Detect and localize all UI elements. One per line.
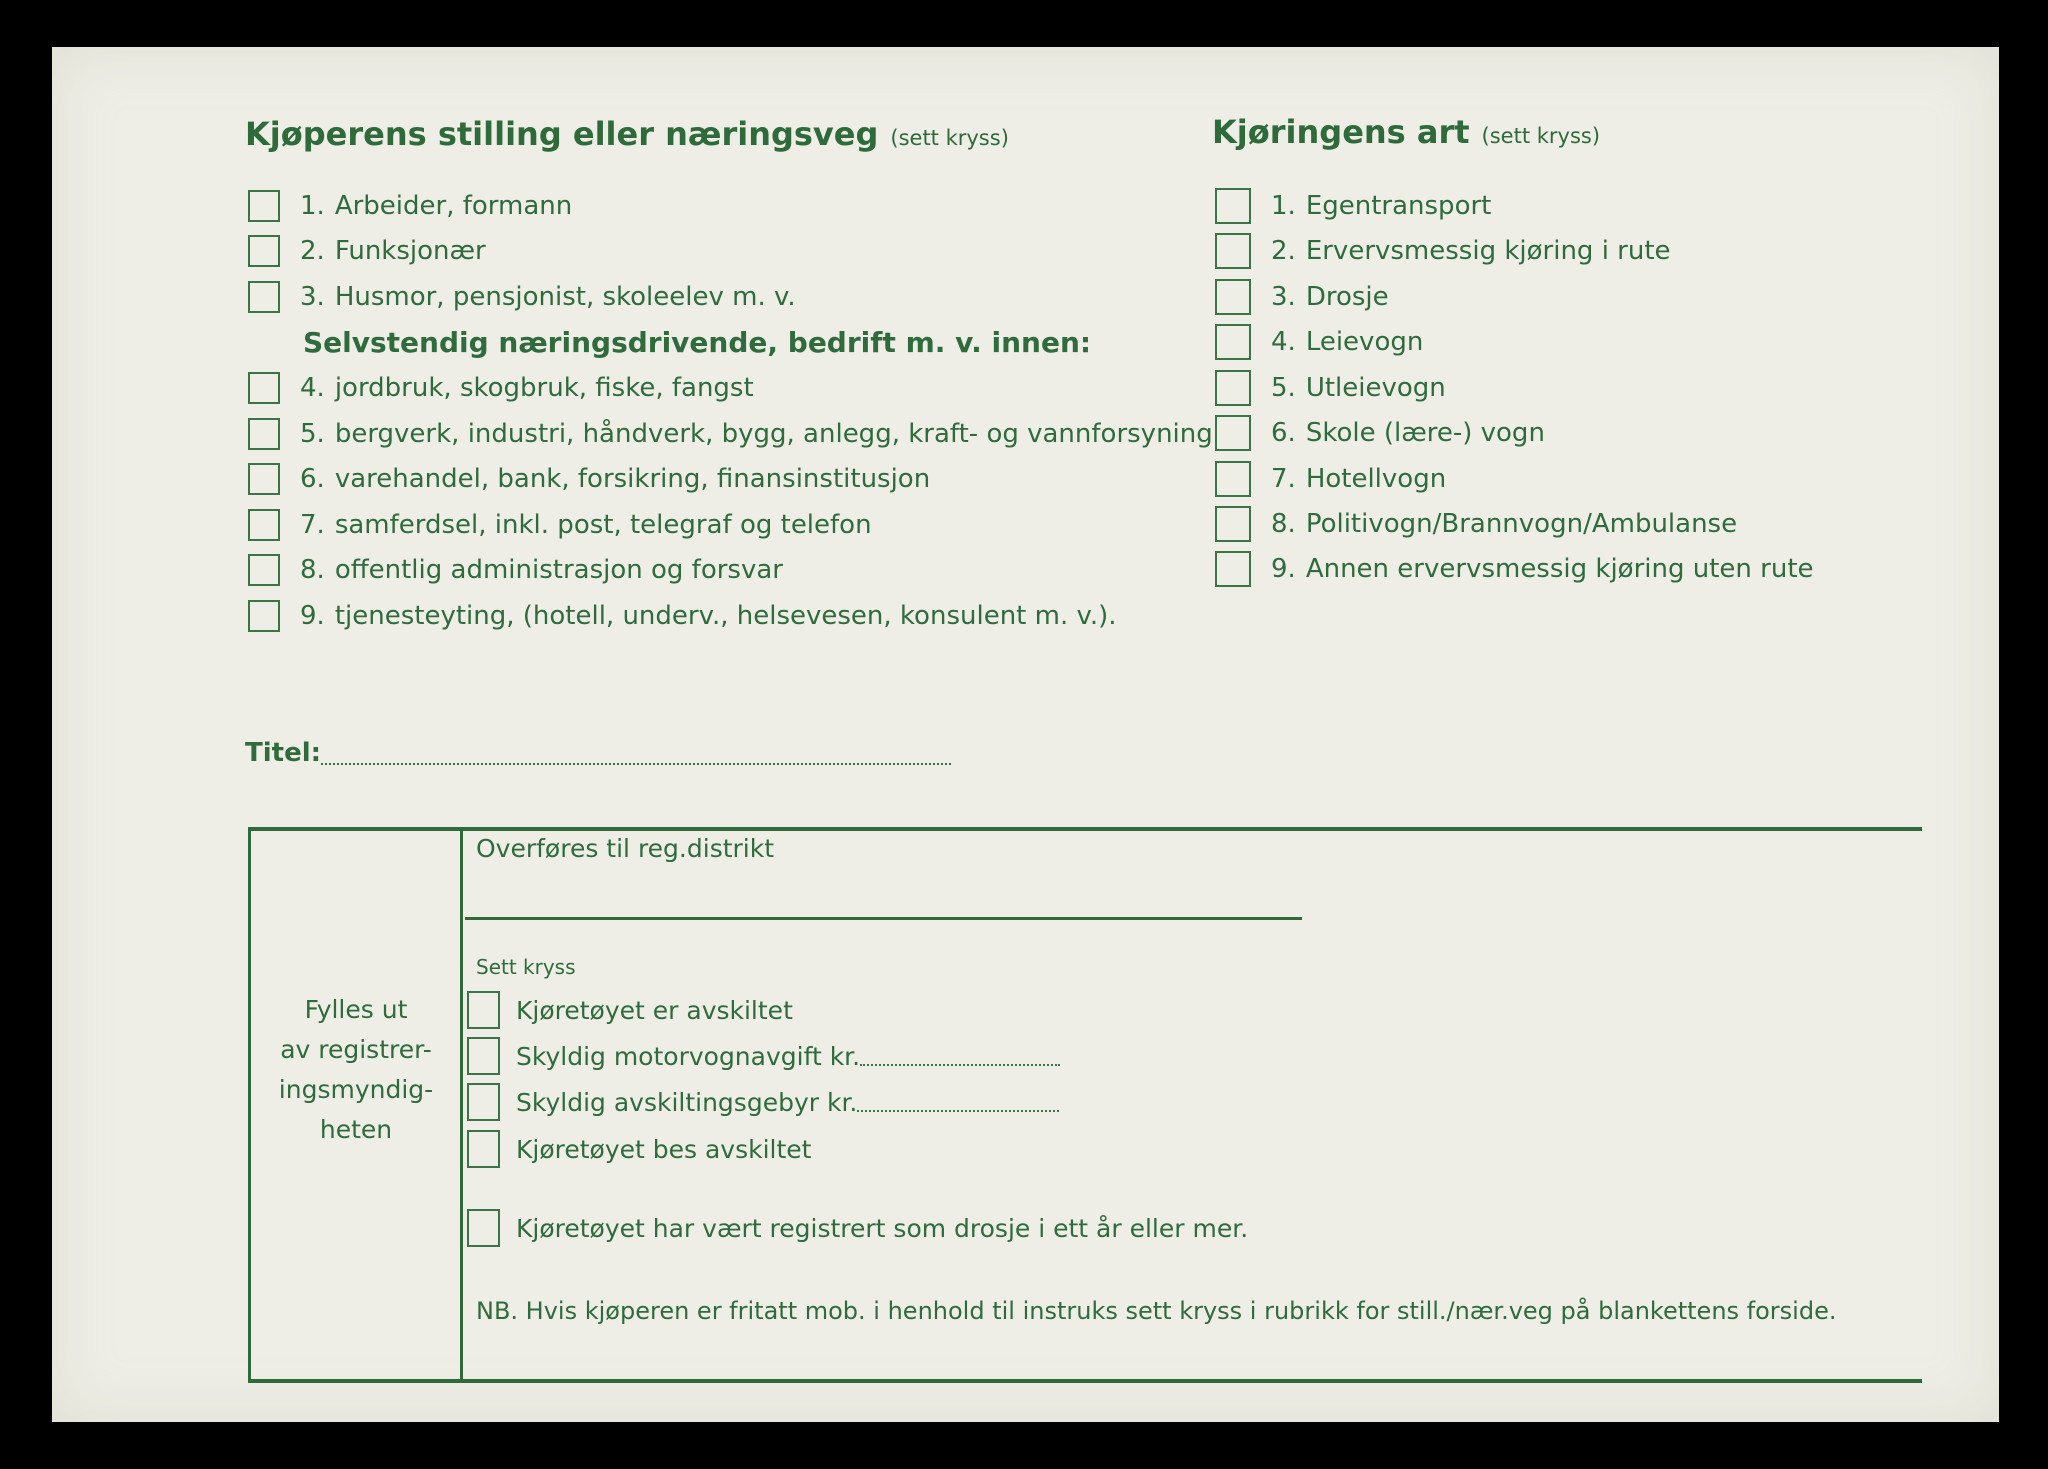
checkbox[interactable] [467, 1083, 500, 1121]
checkbox[interactable] [248, 600, 280, 632]
title-dotted-line[interactable] [321, 741, 951, 765]
occupation-option-2[interactable] [248, 235, 486, 267]
driving-option-3[interactable] [1215, 279, 1389, 315]
occupation-option-8[interactable] [248, 554, 783, 586]
option-label: Hotellvogn [1305, 464, 1447, 494]
check-deregistration-fee-owed[interactable] [467, 1083, 1059, 1121]
checkbox[interactable] [248, 463, 280, 495]
check-note: Sett kryss [476, 955, 576, 979]
check-vehicle-tax-owed[interactable] [467, 1037, 1060, 1075]
driving-option-8[interactable] [1215, 506, 1737, 542]
driving-option-1[interactable] [1215, 188, 1491, 224]
option-label: Husmor, pensjonist, skoleelev m. v. [334, 282, 796, 312]
option-label: Skole (lære-) vogn [1305, 418, 1545, 448]
checkbox[interactable] [1215, 279, 1251, 315]
registry-label-line: heten [319, 1115, 393, 1144]
check-request-deregistration[interactable] [467, 1130, 811, 1168]
transfer-district-label: Overføres til reg.distrikt [476, 834, 775, 863]
checkbox[interactable] [248, 281, 280, 313]
option-label: Politivogn/Brannvogn/Ambulanse [1305, 509, 1738, 539]
registry-box-bottom-border [248, 1379, 1922, 1383]
occupation-option-1[interactable] [248, 190, 572, 222]
checkbox[interactable] [1215, 415, 1251, 451]
driving-type-heading [1212, 113, 1600, 151]
option-number: 1. [300, 191, 325, 221]
title-label: Titel: [245, 738, 322, 768]
checkbox[interactable] [248, 554, 280, 586]
option-label: tjenesteyting, (hotell, underv., helsevesen, konsulent m. v.). [334, 601, 1117, 631]
option-number: 6. [300, 464, 325, 494]
option-label: varehandel, bank, forsikring, finansinstitusjon [334, 464, 931, 494]
self-employed-subheading: Selvstendig næringsdrivende, bedrift m. v. innen: [303, 326, 1092, 359]
check-label: Skyldig motorvognavgift kr. [516, 1041, 861, 1071]
option-label: samferdsel, inkl. post, telegraf og telefon [334, 510, 872, 540]
checkbox[interactable] [467, 1209, 500, 1247]
check-label: Kjøretøyet bes avskiltet [516, 1134, 812, 1164]
checkbox[interactable] [248, 235, 280, 267]
registry-label-line: av registrer- [280, 1035, 432, 1064]
occupation-option-7[interactable] [248, 509, 872, 541]
nb-note: NB. Hvis kjøperen er fritatt mob. i henhold til instruks sett kryss i rubrikk for still./nær.veg på blankettens forside. [476, 1297, 1837, 1325]
driving-option-7[interactable] [1215, 461, 1446, 497]
option-number: 9. [300, 601, 325, 631]
checkbox[interactable] [467, 1130, 500, 1168]
transfer-district-field[interactable] [465, 917, 1302, 920]
checkbox[interactable] [1215, 233, 1251, 269]
option-label: Arbeider, formann [334, 191, 573, 221]
option-label: jordbruk, skogbruk, fiske, fangst [334, 373, 754, 403]
checkbox[interactable] [1215, 506, 1251, 542]
option-number: 7. [1271, 464, 1296, 494]
checkbox[interactable] [1215, 324, 1251, 360]
title-field[interactable] [245, 738, 951, 768]
checkbox[interactable] [248, 190, 280, 222]
buyer-occupation-title: Kjøperens stilling eller næringsveg [245, 115, 879, 153]
registry-box-top-border [248, 827, 1922, 831]
checkbox[interactable] [248, 509, 280, 541]
checkbox[interactable] [1215, 188, 1251, 224]
checkbox[interactable] [1215, 551, 1251, 587]
option-label: Leievogn [1305, 327, 1424, 357]
occupation-option-3[interactable] [248, 281, 796, 313]
option-label: offentlig administrasjon og forsvar [334, 555, 783, 585]
buyer-occupation-heading [245, 115, 1009, 153]
checkbox[interactable] [467, 1037, 500, 1075]
option-label: Drosje [1305, 282, 1389, 312]
driving-option-2[interactable] [1215, 233, 1671, 269]
occupation-option-4[interactable] [248, 372, 754, 404]
option-label: Annen ervervsmessig kjøring uten rute [1305, 554, 1814, 584]
checkbox[interactable] [248, 418, 280, 450]
option-label: Ervervsmessig kjøring i rute [1305, 236, 1671, 266]
driving-type-note: (sett kryss) [1481, 124, 1601, 148]
checkbox[interactable] [467, 991, 500, 1029]
registry-authority-label [252, 990, 460, 1150]
option-number: 3. [1271, 282, 1296, 312]
option-number: 8. [300, 555, 325, 585]
option-number: 2. [300, 236, 325, 266]
option-label: Utleievogn [1305, 373, 1446, 403]
registry-box-left-border [248, 827, 251, 1383]
driving-option-9[interactable] [1215, 551, 1814, 587]
checkbox[interactable] [248, 372, 280, 404]
option-number: 4. [1271, 327, 1296, 357]
check-label: Kjøretøyet er avskiltet [516, 995, 793, 1025]
check-taxi-registered[interactable] [467, 1209, 1248, 1247]
registry-box-column-divider [460, 827, 463, 1383]
occupation-option-6[interactable] [248, 463, 930, 495]
option-number: 5. [300, 419, 325, 449]
buyer-occupation-note: (sett kryss) [890, 126, 1009, 150]
option-number: 6. [1271, 418, 1296, 448]
check-label: Skyldig avskiltingsgebyr kr. [516, 1087, 858, 1117]
option-label: bergverk, industri, håndverk, bygg, anlegg, kraft- og vannforsyning [334, 419, 1213, 449]
amount-dotted-line[interactable] [857, 1092, 1059, 1112]
registry-label-line: ingsmyndig- [278, 1075, 434, 1104]
option-label: Egentransport [1305, 191, 1492, 221]
option-number: 1. [1271, 191, 1296, 221]
driving-option-6[interactable] [1215, 415, 1545, 451]
driving-option-4[interactable] [1215, 324, 1423, 360]
driving-type-title: Kjøringens art [1212, 113, 1470, 151]
option-label: Funksjonær [334, 236, 486, 266]
occupation-option-5[interactable] [248, 418, 1213, 450]
option-number: 7. [300, 510, 325, 540]
option-number: 4. [300, 373, 325, 403]
option-number: 5. [1271, 373, 1296, 403]
checkbox[interactable] [1215, 461, 1251, 497]
option-number: 2. [1271, 236, 1296, 266]
check-deregistered[interactable] [467, 991, 793, 1029]
option-number: 9. [1271, 554, 1296, 584]
driving-option-5[interactable] [1215, 370, 1446, 406]
checkbox[interactable] [1215, 370, 1251, 406]
option-number: 8. [1271, 509, 1296, 539]
amount-dotted-line[interactable] [860, 1046, 1060, 1066]
registry-label-line: Fylles ut [304, 995, 408, 1024]
occupation-option-9[interactable] [248, 600, 1117, 632]
check-label: Kjøretøyet har vært registrert som drosje i ett år eller mer. [516, 1213, 1249, 1243]
option-number: 3. [300, 282, 325, 312]
